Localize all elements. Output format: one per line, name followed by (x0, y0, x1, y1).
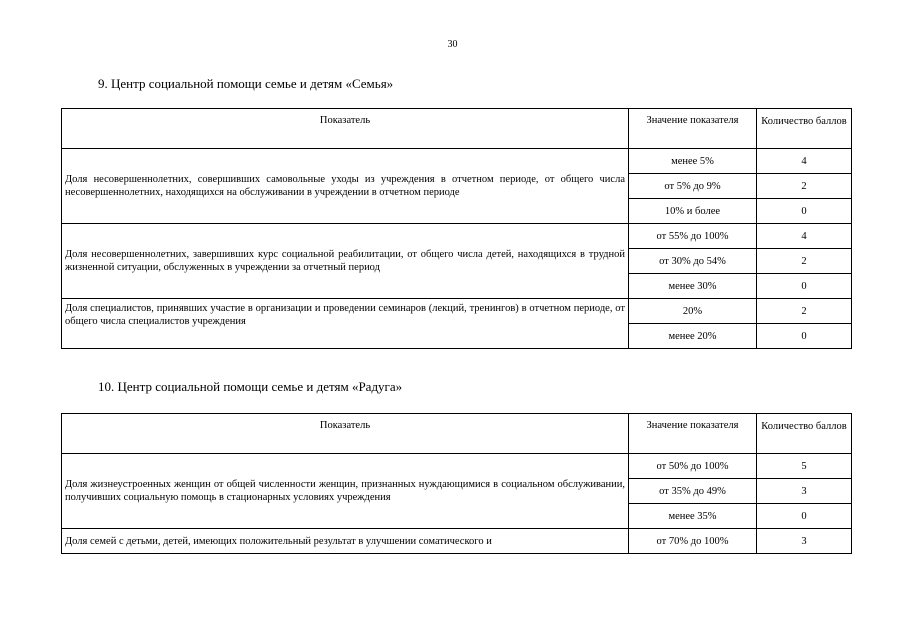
table-row (62, 299, 852, 324)
indicator-score: 0 (757, 504, 852, 529)
header-value: Значение показателя (629, 414, 757, 454)
indicator-text: Доля жизнеустроенных женщин от общей численности женщин, признанных нуждающимися в социальном обслуживании, получивших социальную помощь в стационарных условиях учреждения (62, 454, 629, 529)
table-header-row (62, 109, 852, 149)
indicator-value: от 30% до 54% (629, 249, 757, 274)
indicator-score: 0 (757, 274, 852, 299)
header-indicator: Показатель (62, 109, 629, 149)
indicator-score: 2 (757, 299, 852, 324)
indicator-score: 0 (757, 324, 852, 349)
section-title-raduga: 10. Центр социальной помощи семье и детям «Радуга» (98, 379, 403, 394)
indicator-score: 3 (757, 479, 852, 504)
indicator-value: от 70% до 100% (629, 529, 757, 554)
header-indicator: Показатель (62, 414, 629, 454)
indicator-score: 3 (757, 529, 852, 554)
criteria-table-raduga (61, 413, 852, 554)
indicator-value: 20% (629, 299, 757, 324)
indicator-text: Доля специалистов, принявших участие в организации и проведении семинаров (лекций, тренингов) в отчетном периоде, от общего числа специалистов учреждения (62, 299, 629, 349)
indicator-text: Доля несовершеннолетних, завершивших курс социальной реабилитации, от общего числа детей, находящихся в трудной жизненной ситуации, обслуженных в учреждении за отчетный период (62, 224, 629, 299)
indicator-score: 4 (757, 149, 852, 174)
indicator-score: 5 (757, 454, 852, 479)
indicator-score: 2 (757, 174, 852, 199)
indicator-text: Доля семей с детьми, детей, имеющих положительный результат в улучшении соматического и (62, 529, 629, 554)
header-value: Значение показателя (629, 109, 757, 149)
table-row (62, 454, 852, 479)
header-score: Количество баллов (757, 414, 852, 454)
indicator-value: менее 35% (629, 504, 757, 529)
indicator-text: Доля несовершеннолетних, совершивших самовольные уходы из учреждения в отчетном периоде, от общего числа несовершеннолетних, находящихся на обслуживании в учреждении в отчетном периоде (62, 149, 629, 224)
table-row (62, 529, 852, 554)
indicator-score: 4 (757, 224, 852, 249)
indicator-value: от 50% до 100% (629, 454, 757, 479)
indicator-value: менее 5% (629, 149, 757, 174)
table-row (62, 224, 852, 249)
indicator-score: 0 (757, 199, 852, 224)
indicator-score: 2 (757, 249, 852, 274)
indicator-value: от 5% до 9% (629, 174, 757, 199)
table-row (62, 149, 852, 174)
indicator-value: менее 20% (629, 324, 757, 349)
indicator-value: от 55% до 100% (629, 224, 757, 249)
indicator-value: менее 30% (629, 274, 757, 299)
section-title-semya: 9. Центр социальной помощи семье и детям «Семья» (98, 76, 394, 91)
criteria-table-semya (61, 108, 852, 349)
indicator-value: от 35% до 49% (629, 479, 757, 504)
page-number: 30 (447, 39, 458, 50)
header-score: Количество баллов (757, 109, 852, 149)
indicator-value: 10% и более (629, 199, 757, 224)
table-header-row (62, 414, 852, 454)
